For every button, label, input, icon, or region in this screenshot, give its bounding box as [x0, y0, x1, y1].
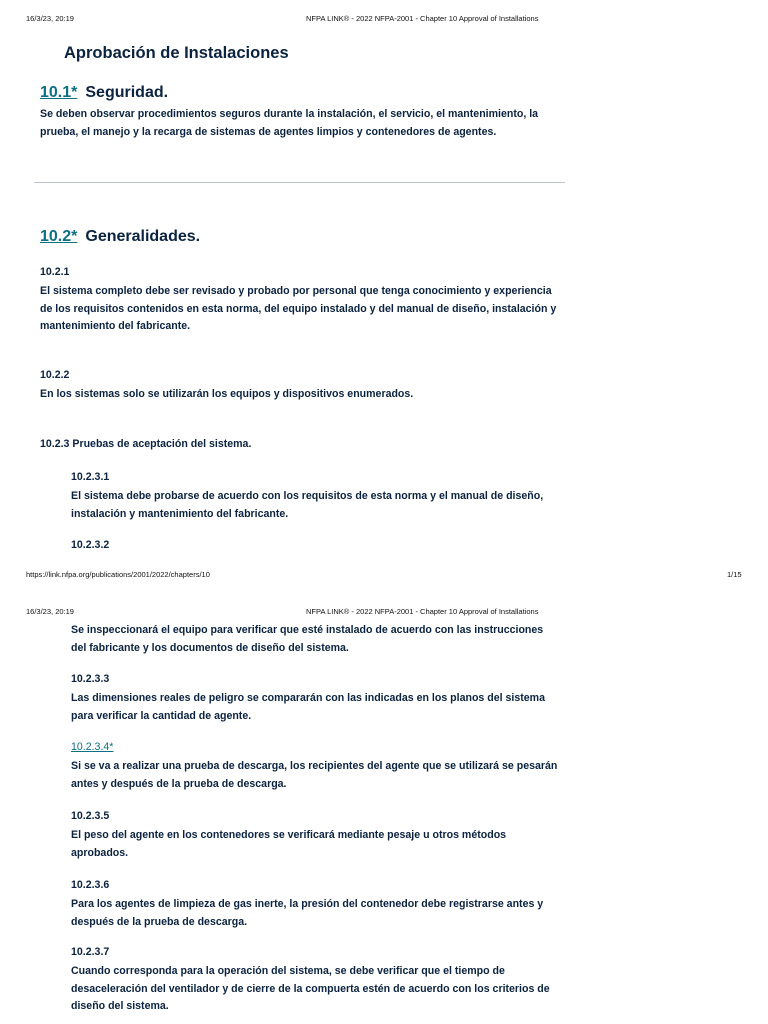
section-10-2-2-text: En los sistemas solo se utilizarán los equipos y dispositivos enumerados. [40, 388, 414, 400]
section-10-2-3-5-number: 10.2.3.5 [71, 810, 110, 822]
section-10-2-heading [40, 228, 200, 246]
section-10-2-3-4-text: Si se va a realizar una prueba de descarga, los recipientes del agente que se utilizará se pesarán antes y después de la prueba de descarga. [71, 760, 558, 790]
section-10-2-3-1-text: El sistema debe probarse de acuerdo con los requisitos de esta norma y el manual de diseño, instalación y mantenimiento del fabricante. [71, 490, 544, 520]
section-10-2-3-7-text: Cuando corresponda para la operación del sistema, se debe verificar que el tiempo de desaceleración del ventilador y de cierre de la compuerta estén de acuerdo con los criterios de diseño del sistema. [71, 965, 550, 1012]
section-10-2-3-heading: 10.2.3 Pruebas de aceptación del sistema. [40, 438, 252, 450]
print-title-page2: NFPA LINK® - 2022 NFPA-2001 - Chapter 10 Approval of Installations [306, 607, 539, 616]
section-10-2-3-1-number: 10.2.3.1 [71, 471, 110, 483]
section-10-2-3-2-text: Se inspeccionará el equipo para verificar que esté instalado de acuerdo con las instrucciones del fabricante y los documentos de diseño del sistema. [71, 624, 544, 654]
chapter-title: Aprobación de Instalaciones [64, 44, 289, 62]
section-10-2-3-3-number: 10.2.3.3 [71, 673, 110, 685]
section-10-2-title: Generalidades. [85, 228, 201, 245]
section-10-2-link[interactable]: 10.2* [40, 228, 78, 245]
section-10-2-1-text: El sistema completo debe ser revisado y probado por personal que tenga conocimiento y experiencia de los requisitos contenidos en esta norma, del equipo instalado y del manual de diseño, instalación y mantenimiento del fabricante. [40, 285, 557, 332]
section-10-2-3-3-text: Las dimensiones reales de peligro se compararán con las indicadas en los planos del sistema para verificar la cantidad de agente. [71, 692, 545, 722]
section-10-1-text: Se deben observar procedimientos seguros durante la instalación, el servicio, el mantenimiento, la prueba, el manejo y la recarga de sistemas de agentes limpios y contenedores de agentes. [40, 108, 539, 138]
section-10-1-title: Seguridad. [85, 84, 169, 101]
footer-page-number: 1/15 [727, 570, 742, 579]
print-title: NFPA LINK® - 2022 NFPA-2001 - Chapter 10 Approval of Installations [306, 14, 539, 23]
section-10-2-3-5-text: El peso del agente en los contenedores se verificará mediante pesaje u otros métodos aprobados. [71, 829, 507, 859]
section-10-2-3-6-number: 10.2.3.6 [71, 879, 110, 891]
print-date: 16/3/23, 20:19 [26, 14, 74, 23]
section-10-1-heading [40, 84, 168, 102]
section-10-2-3-4-link[interactable]: 10.2.3.4* [71, 741, 114, 753]
section-divider [34, 182, 565, 183]
section-10-2-2-number: 10.2.2 [40, 369, 70, 381]
section-10-2-1-number: 10.2.1 [40, 266, 70, 278]
section-10-2-3-2-number: 10.2.3.2 [71, 539, 110, 551]
section-10-2-3-7-number: 10.2.3.7 [71, 946, 110, 958]
footer-url[interactable]: https://link.nfpa.org/publications/2001/2022/chapters/10 [26, 570, 210, 579]
section-10-2-3-6-text: Para los agentes de limpieza de gas inerte, la presión del contenedor debe registrarse antes y después de la prueba de descarga. [71, 898, 544, 928]
print-date-page2: 16/3/23, 20:19 [26, 607, 74, 616]
section-10-1-link[interactable]: 10.1* [40, 84, 78, 101]
